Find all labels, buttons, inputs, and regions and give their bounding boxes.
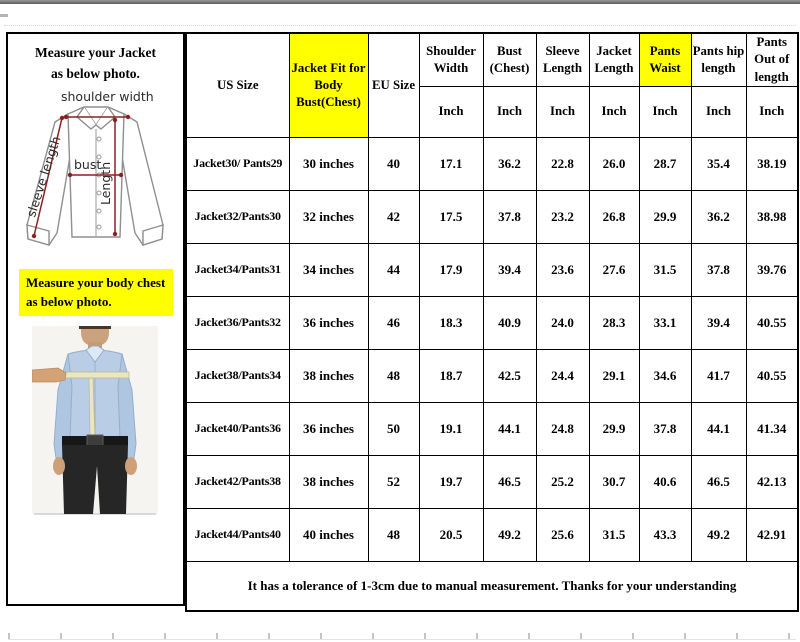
col-header-shoulder-width: Shoulder Width (419, 33, 483, 86)
label-sleeve-length: sleeve length (22, 134, 64, 219)
footer-row (186, 561, 798, 611)
jacket-right-sleeve (119, 114, 163, 245)
col-header-pants-hip: Pants hip length (691, 33, 746, 86)
table-cell: 38 inches (289, 349, 368, 402)
table-cell: 28.3 (589, 296, 639, 349)
table-cell: 40.6 (639, 455, 691, 508)
edge-artifact-dash (0, 14, 8, 17)
table-cell: 44 (368, 243, 419, 296)
table-row (186, 296, 798, 349)
table-cell: 37.8 (483, 190, 536, 243)
table-cell: 35.4 (691, 137, 746, 190)
cropped-next-table-edge (8, 633, 796, 640)
table-cell: 41.34 (746, 402, 798, 455)
table-cell: 18.7 (419, 349, 483, 402)
col-header-pants-out: Pants Out of length (746, 33, 798, 86)
table-cell: 29.9 (639, 190, 691, 243)
table-cell: 24.4 (536, 349, 589, 402)
table-cell: 43.3 (639, 508, 691, 561)
table-cell: 37.8 (639, 402, 691, 455)
table-cell: 22.8 (536, 137, 589, 190)
table-cell: 29.1 (589, 349, 639, 402)
table-cell: 36.2 (483, 137, 536, 190)
size-chart-table (185, 32, 799, 612)
table-cell: Jacket42/Pants38 (186, 455, 289, 508)
unit-cell: Inch (483, 86, 536, 137)
table-cell: 40.55 (746, 296, 798, 349)
table-cell: 18.3 (419, 296, 483, 349)
table-cell: 23.2 (536, 190, 589, 243)
faint-divider-line (4, 25, 796, 26)
table-cell: 44.1 (483, 402, 536, 455)
table-cell: 52 (368, 455, 419, 508)
table-cell: 34 inches (289, 243, 368, 296)
jacket-measure-title-line1: Measure your Jacket (35, 45, 156, 60)
label-shoulder-width: shoulder width (60, 88, 154, 104)
table-row (186, 190, 798, 243)
col-header-jacket-fit: Jacket Fit for Body Bust(Chest) (289, 33, 368, 137)
col-header-sleeve-length: Sleeve Length (536, 33, 589, 86)
table-cell: 25.6 (536, 508, 589, 561)
table-cell: 32 inches (289, 190, 368, 243)
body-chest-photo (32, 326, 158, 516)
header-row (186, 33, 798, 86)
table-cell: 28.7 (639, 137, 691, 190)
photo-helper-hand (32, 368, 66, 382)
col-header-eu-size: EU Size (368, 33, 419, 137)
table-cell: 40.55 (746, 349, 798, 402)
table-row (186, 137, 798, 190)
photo-left-hand (53, 457, 65, 475)
col-header-pants-waist: Pants Waist (639, 33, 691, 86)
table-cell: 25.2 (536, 455, 589, 508)
table-cell: 40.9 (483, 296, 536, 349)
unit-cell: Inch (589, 86, 639, 137)
jacket-measurement-diagram (11, 87, 181, 265)
table-cell: Jacket38/Pants34 (186, 349, 289, 402)
table-cell: 17.9 (419, 243, 483, 296)
table-cell: 49.2 (691, 508, 746, 561)
table-cell: 17.1 (419, 137, 483, 190)
table-cell: 26.0 (589, 137, 639, 190)
table-cell: 34.6 (639, 349, 691, 402)
jacket-measure-title-line2: as below photo. (51, 65, 140, 81)
table-cell: 26.8 (589, 190, 639, 243)
unit-cell: Inch (746, 86, 798, 137)
table-cell: 39.4 (483, 243, 536, 296)
photo-right-hand (125, 457, 137, 475)
table-cell: 24.8 (536, 402, 589, 455)
table-cell: 31.5 (589, 508, 639, 561)
table-cell: 30.7 (589, 455, 639, 508)
table-cell: 42.91 (746, 508, 798, 561)
table-cell: 38 inches (289, 455, 368, 508)
measurement-instructions-panel (6, 32, 185, 606)
unit-cell: Inch (639, 86, 691, 137)
col-header-us-size: US Size (186, 33, 289, 137)
table-cell: 24.0 (536, 296, 589, 349)
table-cell: 42.5 (483, 349, 536, 402)
col-header-bust: Bust (Chest) (483, 33, 536, 86)
size-table-body (186, 137, 798, 561)
table-row (186, 508, 798, 561)
table-cell: Jacket36/Pants32 (186, 296, 289, 349)
body-chest-note-line1: Measure your body chest (26, 274, 166, 290)
label-length: Length (97, 161, 113, 205)
table-cell: 42 (368, 190, 419, 243)
table-row (186, 455, 798, 508)
table-cell: 39.76 (746, 243, 798, 296)
table-cell: 38.98 (746, 190, 798, 243)
table-cell: 37.8 (691, 243, 746, 296)
table-cell: 42.13 (746, 455, 798, 508)
table-cell: Jacket34/Pants31 (186, 243, 289, 296)
photo-hair (79, 326, 111, 329)
table-cell: 50 (368, 402, 419, 455)
table-cell: 40 inches (289, 508, 368, 561)
table-row (186, 349, 798, 402)
table-cell: 44.1 (691, 402, 746, 455)
unit-cell: Inch (536, 86, 589, 137)
photo-belt-buckle (87, 435, 103, 446)
unit-cell: Inch (419, 86, 483, 137)
unit-cell: Inch (691, 86, 746, 137)
table-cell: 19.7 (419, 455, 483, 508)
table-cell: 20.5 (419, 508, 483, 561)
photo-tape-band (61, 372, 129, 378)
table-cell: 23.6 (536, 243, 589, 296)
table-cell: Jacket40/Pants36 (186, 402, 289, 455)
jacket-measure-title (8, 43, 183, 85)
table-cell: Jacket44/Pants40 (186, 508, 289, 561)
table-cell: 27.6 (589, 243, 639, 296)
body-chest-note-line2: as below photo. (26, 294, 112, 310)
tolerance-note: It has a tolerance of 1-3cm due to manual measurement. Thanks for your understanding (186, 561, 798, 611)
table-cell: 46.5 (483, 455, 536, 508)
table-row (186, 243, 798, 296)
table-cell: 36 inches (289, 402, 368, 455)
table-cell: 48 (368, 349, 419, 402)
table-cell: 39.4 (691, 296, 746, 349)
label-bust: bust (73, 156, 101, 172)
top-edge-bar (0, 0, 800, 4)
table-cell: Jacket32/Pants30 (186, 190, 289, 243)
table-cell: Jacket30/ Pants29 (186, 137, 289, 190)
table-cell: 31.5 (639, 243, 691, 296)
table-cell: 33.1 (639, 296, 691, 349)
table-cell: 30 inches (289, 137, 368, 190)
table-cell: 46.5 (691, 455, 746, 508)
table-cell: 17.5 (419, 190, 483, 243)
table-cell: 36 inches (289, 296, 368, 349)
table-cell: 29.9 (589, 402, 639, 455)
table-cell: 38.19 (746, 137, 798, 190)
table-cell: 49.2 (483, 508, 536, 561)
col-header-jacket-length: Jacket Length (589, 33, 639, 86)
table-cell: 41.7 (691, 349, 746, 402)
table-row (186, 402, 798, 455)
table-cell: 36.2 (691, 190, 746, 243)
table-cell: 46 (368, 296, 419, 349)
table-cell: 40 (368, 137, 419, 190)
table-cell: 48 (368, 508, 419, 561)
table-cell: 19.1 (419, 402, 483, 455)
body-chest-note (19, 269, 173, 316)
